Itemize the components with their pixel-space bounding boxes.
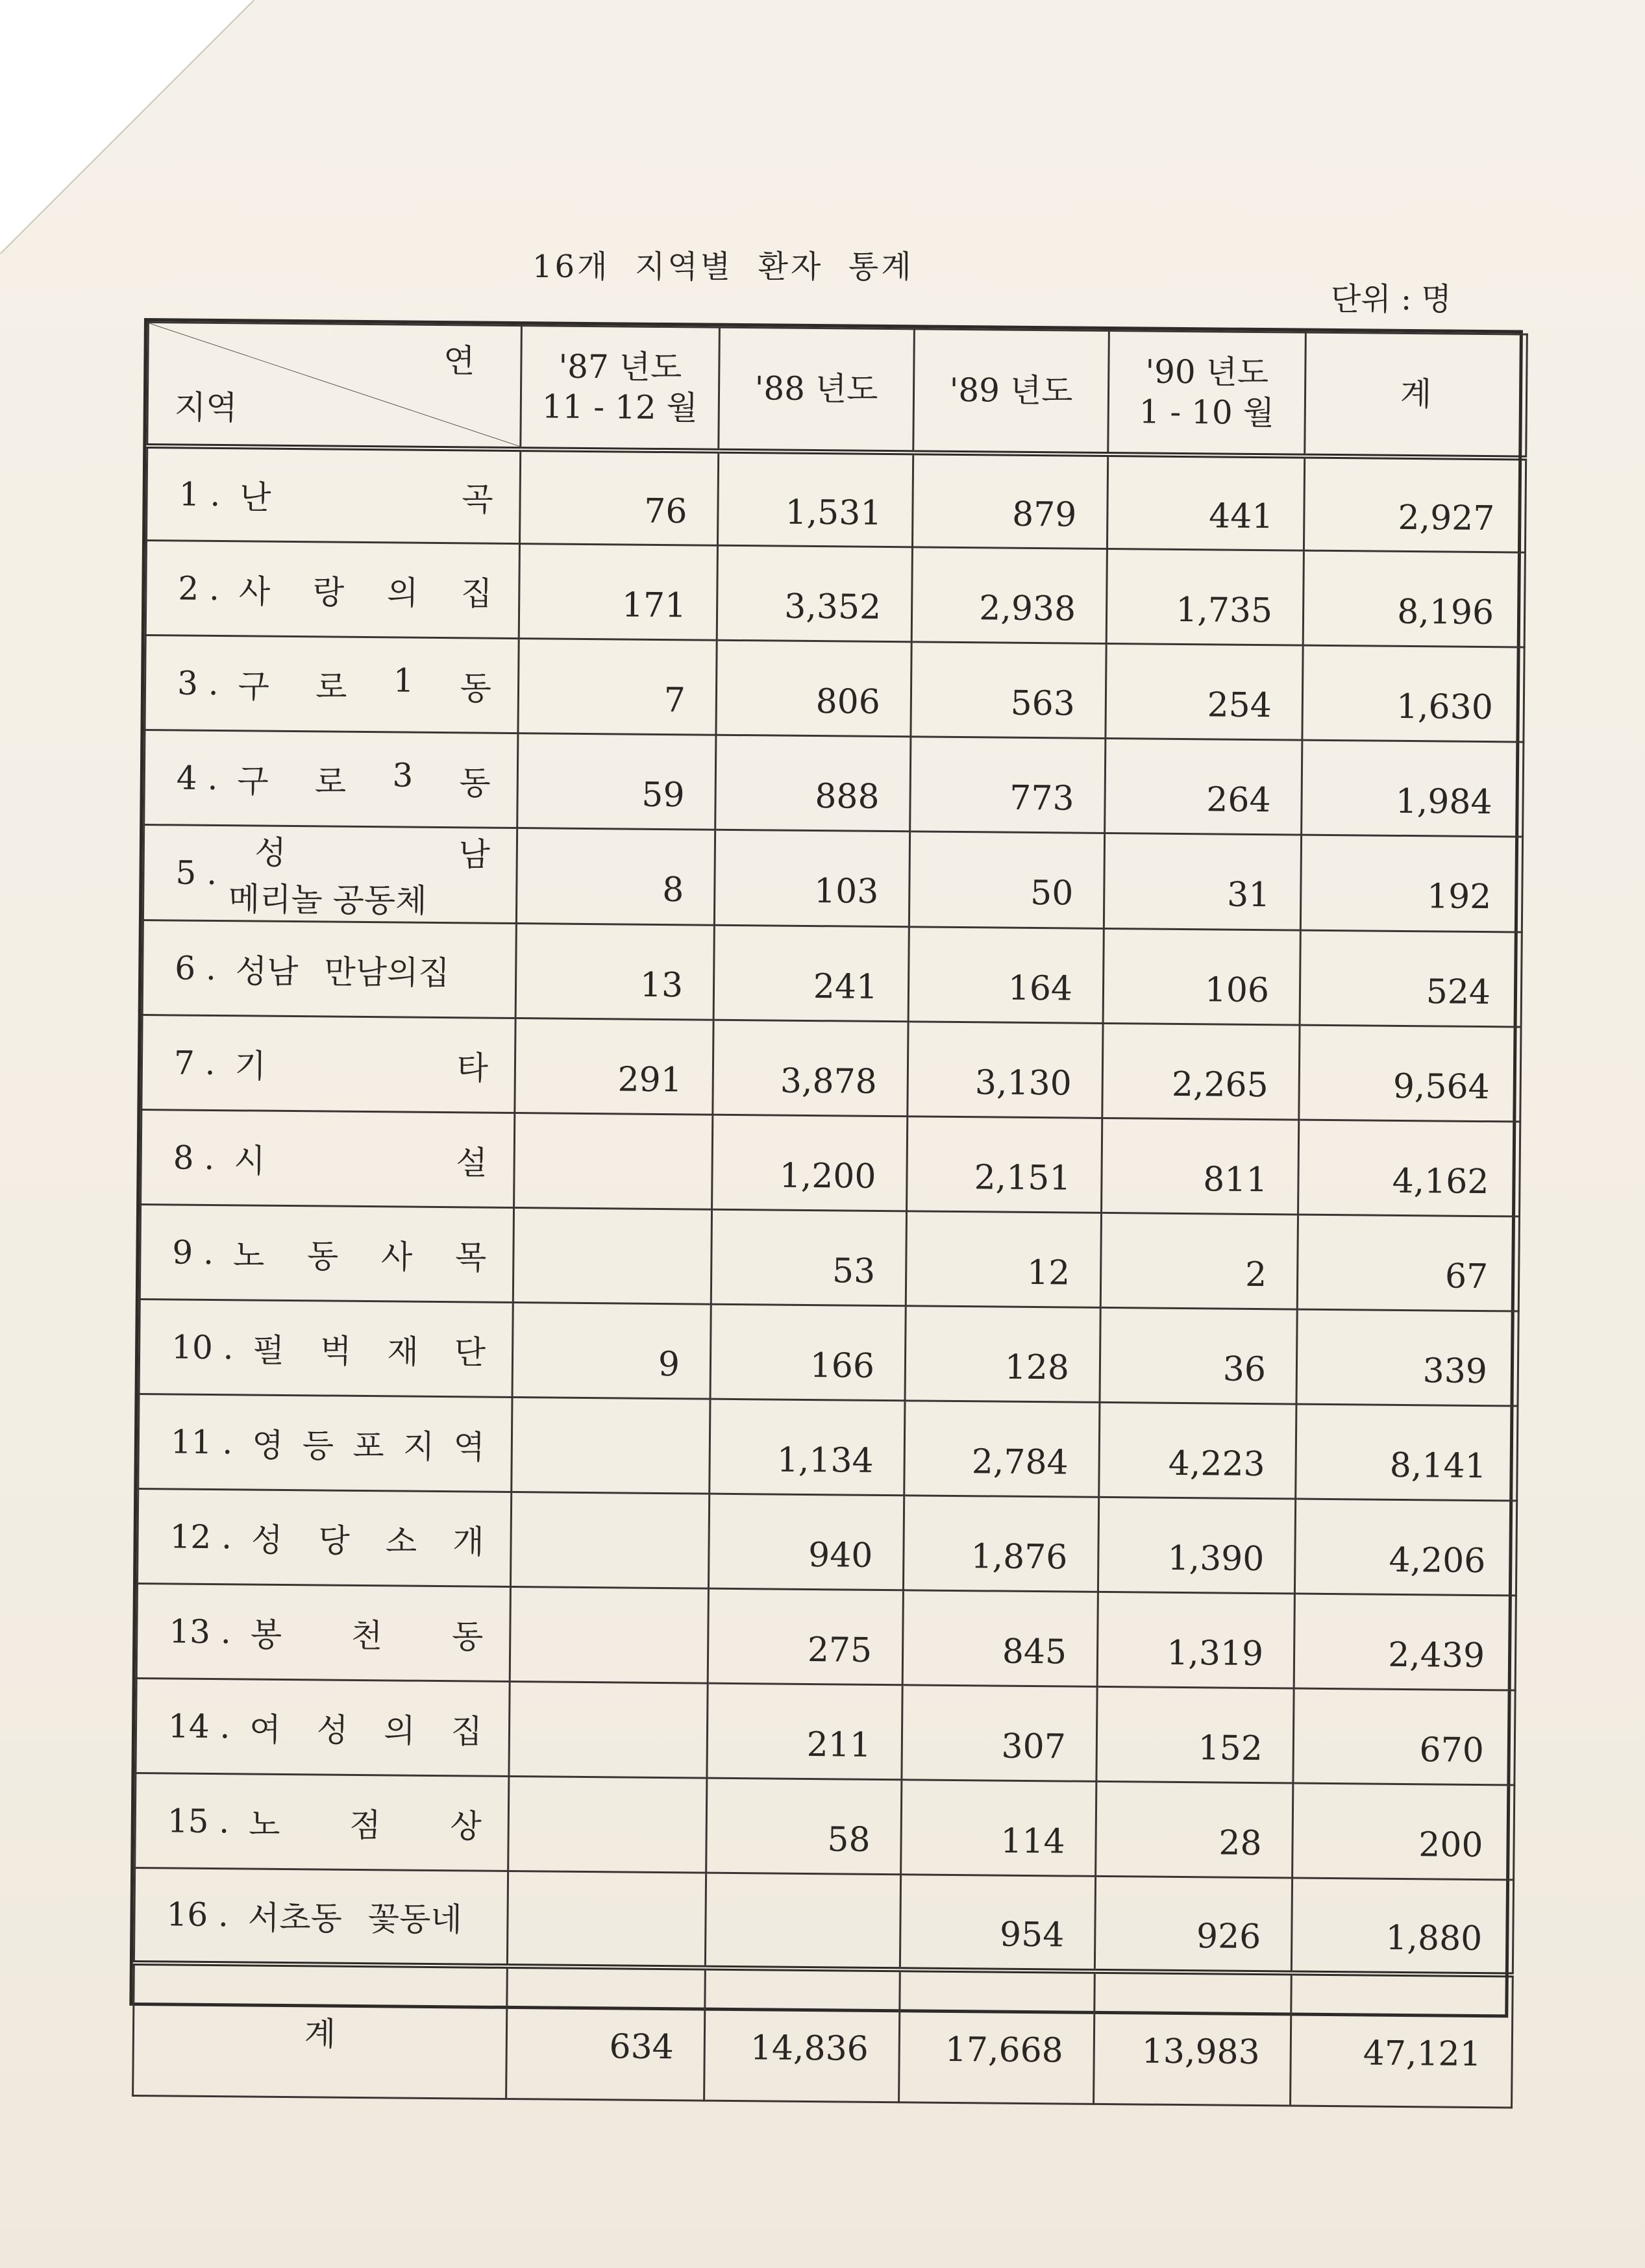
region-cell <box>136 1583 510 1681</box>
region-number: 12 . <box>169 1517 232 1556</box>
region-name-part: 점 <box>349 1806 381 1844</box>
total-1988: 14,836 <box>704 1967 900 2102</box>
value-1988: 888 <box>715 735 911 832</box>
region-name-part: 만남의집 <box>324 952 450 992</box>
value-1990: 441 <box>1107 454 1304 550</box>
value-1989: 2,151 <box>907 1116 1102 1213</box>
value-total: 9,564 <box>1299 1025 1521 1122</box>
value-1990: 1,735 <box>1106 549 1304 645</box>
total-grand: 47,121 <box>1291 1973 1513 2108</box>
value-1989: 1,876 <box>903 1496 1098 1592</box>
region-name-part: 집 <box>451 1712 483 1751</box>
region-name-part: 시 <box>234 1141 266 1180</box>
value-1988: 806 <box>716 640 911 737</box>
value-total: 67 <box>1297 1214 1519 1311</box>
region-number: 11 . <box>170 1422 233 1461</box>
region-name-part: 동 <box>306 1237 339 1276</box>
table-row <box>134 1867 1513 1975</box>
value-1988: 53 <box>711 1209 906 1306</box>
table-row <box>144 730 1524 837</box>
region-name-part: 구 <box>237 761 269 800</box>
region-name-part: 난 <box>239 478 271 517</box>
region-number: 4 . <box>176 758 218 797</box>
region-name-part: 1 <box>393 661 414 700</box>
value-1990: 152 <box>1096 1686 1294 1783</box>
value-1989: 164 <box>908 927 1104 1024</box>
region-name-part: 의 <box>384 1711 415 1750</box>
region-name-part: 노 <box>232 1236 265 1275</box>
region-name-part: 타 <box>456 1048 489 1087</box>
header-1990-label: '90 년도 1 - 10 월 <box>1139 352 1275 432</box>
region-number: 16 . <box>166 1895 229 1934</box>
header-1987 <box>521 326 720 451</box>
value-1990: 254 <box>1106 643 1303 740</box>
region-number: 7 . <box>173 1043 216 1082</box>
region-name <box>219 565 493 615</box>
region-name-part: 사 <box>380 1237 413 1276</box>
value-1989: 2,938 <box>911 547 1107 644</box>
region-name-part: 봉 <box>250 1616 282 1654</box>
region-name <box>232 1514 484 1562</box>
value-total: 4,162 <box>1298 1120 1520 1216</box>
region-name-part: 지 <box>402 1427 435 1466</box>
region-number: 1 . <box>179 475 221 513</box>
region-name <box>218 660 491 709</box>
region-name-part: 영 <box>252 1426 284 1464</box>
region-axis-label: 지역 <box>174 388 238 426</box>
value-total: 1,880 <box>1291 1878 1513 1975</box>
table-row <box>141 1110 1520 1217</box>
value-1990: 1,390 <box>1098 1497 1295 1594</box>
region-cell <box>141 1110 515 1208</box>
region-name-part: 구 <box>238 667 270 706</box>
value-1990: 106 <box>1103 928 1300 1025</box>
region-name-part: 상 <box>450 1806 482 1845</box>
region-cell <box>139 1299 513 1397</box>
corner-header-cell <box>147 323 522 449</box>
region-name-part: 동 <box>459 763 491 802</box>
total-label-cell: 계 <box>133 1962 508 2099</box>
region-name-part: 목 <box>454 1238 487 1277</box>
region-name-part: 성남 <box>235 952 299 991</box>
value-1987: 76 <box>519 449 718 546</box>
region-name-part: 소 <box>385 1522 417 1560</box>
header-total-label: 계 <box>1400 375 1432 413</box>
region-cell <box>134 1867 508 1966</box>
table-row <box>145 541 1525 648</box>
table-row <box>145 635 1524 743</box>
region-name <box>230 1609 483 1657</box>
table-row <box>142 920 1522 1028</box>
value-1989: 773 <box>910 737 1106 833</box>
region-name <box>230 1703 482 1752</box>
table-row <box>147 446 1526 553</box>
value-1990: 926 <box>1095 1876 1292 1973</box>
header-total <box>1305 332 1528 458</box>
value-1989: 879 <box>912 452 1107 549</box>
region-cell <box>140 1205 513 1303</box>
value-1987: 59 <box>517 733 716 830</box>
table-row <box>137 1488 1516 1596</box>
region-name-part: 사 <box>238 572 271 611</box>
value-1990: 4,223 <box>1099 1402 1296 1499</box>
region-number: 8 . <box>173 1138 215 1177</box>
value-1990: 31 <box>1104 833 1301 930</box>
header-1987-label: '87 년도 11 - 12 월 <box>541 347 699 427</box>
region-number: 6 . <box>175 948 217 987</box>
region-name-part: 3 <box>392 756 414 795</box>
header-1988-label: '88 년도 <box>754 369 878 408</box>
region-name-part: 펄 <box>253 1331 285 1370</box>
table-row <box>140 1205 1519 1312</box>
value-1988: 940 <box>708 1494 904 1590</box>
value-total: 8,141 <box>1296 1404 1518 1501</box>
region-name <box>229 1892 481 1940</box>
total-1987: 634 <box>506 1966 706 2101</box>
region-cell <box>145 635 519 733</box>
region-name-part: 천 <box>351 1616 383 1655</box>
value-1989: 114 <box>901 1780 1096 1877</box>
region-cell <box>147 446 521 544</box>
region-name-part: 기 <box>234 1046 267 1085</box>
region-name <box>217 755 491 804</box>
value-1988: 58 <box>706 1778 902 1875</box>
value-total: 200 <box>1292 1783 1515 1880</box>
region-name-part: 등 <box>302 1426 334 1465</box>
value-1987: 8 <box>516 828 715 926</box>
region-name-part: 성 <box>251 1521 283 1559</box>
value-1987 <box>510 1492 709 1589</box>
value-total: 1,630 <box>1302 645 1524 742</box>
region-name-part: 개 <box>452 1522 484 1561</box>
header-1989 <box>913 329 1109 454</box>
region-name <box>214 1134 488 1183</box>
region-name-part: 설 <box>456 1143 488 1182</box>
value-1987: 171 <box>519 544 717 641</box>
value-1989: 3,130 <box>908 1022 1103 1118</box>
value-1990: 2,265 <box>1102 1023 1300 1120</box>
value-1987 <box>509 1681 708 1778</box>
region-cell <box>137 1488 511 1586</box>
region-number: 3 . <box>177 663 219 702</box>
value-1988: 1,134 <box>710 1399 905 1496</box>
table-row <box>136 1678 1515 1785</box>
value-1988: 166 <box>710 1304 906 1401</box>
value-total: 2,439 <box>1294 1594 1516 1690</box>
region-cell <box>142 1015 515 1113</box>
region-name-part: 성 <box>254 833 286 872</box>
value-1990: 811 <box>1102 1118 1299 1214</box>
region-cell <box>145 541 519 639</box>
value-1987: 9 <box>512 1303 711 1399</box>
value-1988: 3,878 <box>713 1020 908 1116</box>
value-1988: 1,531 <box>717 450 913 547</box>
region-name-part: 역 <box>453 1427 486 1466</box>
header-1988 <box>719 327 915 452</box>
region-cell <box>142 920 516 1018</box>
region-name-part: 성 <box>316 1710 349 1749</box>
region-name-part: 당 <box>318 1521 350 1560</box>
region-name <box>214 1229 487 1278</box>
value-1987: 7 <box>518 639 717 735</box>
value-total: 4,206 <box>1294 1499 1516 1596</box>
value-1990: 36 <box>1100 1307 1297 1404</box>
region-name-part: 로 <box>315 667 347 706</box>
value-1987: 13 <box>515 924 714 1020</box>
region-cell <box>143 825 517 924</box>
value-1989: 845 <box>902 1590 1098 1687</box>
value-1987 <box>510 1587 708 1684</box>
table-row <box>139 1299 1518 1406</box>
value-1989: 563 <box>911 642 1106 739</box>
document-title: 16개 지역별 환자 통계 <box>532 249 914 285</box>
region-cell <box>135 1773 509 1871</box>
value-1989: 954 <box>900 1875 1095 1971</box>
value-1989: 307 <box>902 1685 1097 1782</box>
region-name-part: 로 <box>314 762 347 801</box>
value-1990: 2 <box>1100 1213 1298 1309</box>
region-name <box>215 1040 488 1089</box>
region-name-part: 집 <box>460 574 493 613</box>
value-1988 <box>705 1873 900 1969</box>
value-1988: 3,352 <box>717 545 912 642</box>
table-row <box>136 1583 1516 1690</box>
value-1988: 241 <box>713 925 909 1022</box>
table-header-row <box>147 323 1528 458</box>
value-1990: 28 <box>1096 1781 1293 1878</box>
region-name-part: 단 <box>454 1333 486 1372</box>
value-total: 192 <box>1300 835 1522 932</box>
value-total: 524 <box>1300 930 1522 1027</box>
region-cell <box>144 730 518 828</box>
region-name-part: 벅 <box>319 1331 352 1370</box>
region-name-part: 재 <box>387 1332 419 1371</box>
total-1990: 13,983 <box>1094 1971 1292 2106</box>
region-number: 10 . <box>171 1327 234 1366</box>
value-1987 <box>508 1776 707 1873</box>
region-name <box>229 1798 482 1847</box>
header-1990 <box>1108 330 1306 456</box>
value-1988: 103 <box>714 830 909 927</box>
value-1988: 1,200 <box>712 1115 908 1211</box>
value-1988: 275 <box>708 1588 903 1685</box>
region-name-part: 동 <box>451 1617 484 1656</box>
region-name <box>232 1419 485 1468</box>
unit-label: 단위 : 명 <box>1331 281 1452 317</box>
value-1990: 264 <box>1105 738 1302 835</box>
region-name-part: 랑 <box>312 573 345 611</box>
region-number: 9 . <box>172 1233 214 1272</box>
region-name-part: 꽃동네 <box>367 1900 462 1939</box>
total-1989: 17,668 <box>899 1969 1095 2104</box>
region-name-part: 노 <box>248 1805 280 1843</box>
region-number: 15 . <box>167 1801 230 1840</box>
value-1987 <box>514 1113 713 1210</box>
value-1988: 211 <box>707 1683 902 1780</box>
table-row <box>138 1394 1518 1501</box>
value-1987: 291 <box>515 1018 713 1115</box>
region-cell <box>138 1394 512 1492</box>
value-1987 <box>513 1208 711 1305</box>
value-1987 <box>512 1398 710 1494</box>
region-number: 14 . <box>167 1707 230 1745</box>
table-row <box>143 825 1522 933</box>
value-total: 1,984 <box>1302 740 1524 837</box>
table-row <box>135 1773 1515 1880</box>
region-name-line2: 메리놀 공동체 <box>228 880 427 920</box>
table-row <box>142 1015 1521 1122</box>
value-total: 670 <box>1293 1688 1515 1785</box>
year-axis-label: 연 <box>443 342 475 380</box>
region-name-part: 서초동 <box>247 1899 343 1938</box>
value-1989: 50 <box>909 832 1104 929</box>
region-cell <box>136 1678 510 1776</box>
region-name-part: 동 <box>460 669 492 708</box>
region-name <box>233 1324 486 1373</box>
region-name-part: 의 <box>386 573 419 612</box>
total-row <box>133 1962 1513 2108</box>
region-number: 13 . <box>169 1612 232 1651</box>
region-name <box>220 471 493 521</box>
value-total: 8,196 <box>1303 550 1525 647</box>
value-1990: 1,319 <box>1097 1592 1294 1688</box>
value-1989: 2,784 <box>904 1401 1100 1498</box>
table-body <box>134 446 1526 1975</box>
statistics-table <box>129 318 1523 2075</box>
region-number: 2 . <box>178 569 220 608</box>
region-number: 5 . <box>175 854 217 893</box>
region-name-part: 남 <box>458 835 491 874</box>
value-total: 339 <box>1296 1309 1518 1406</box>
value-1989: 12 <box>906 1211 1101 1308</box>
value-1987 <box>507 1871 706 1967</box>
region-name-part: 포 <box>352 1427 384 1465</box>
value-1989: 128 <box>905 1306 1100 1403</box>
region-name-part: 곡 <box>462 480 493 519</box>
value-total: 2,927 <box>1304 456 1526 552</box>
region-name-part: 여 <box>249 1710 282 1749</box>
region-name <box>216 945 489 994</box>
header-1989-label: '89 년도 <box>949 371 1073 410</box>
